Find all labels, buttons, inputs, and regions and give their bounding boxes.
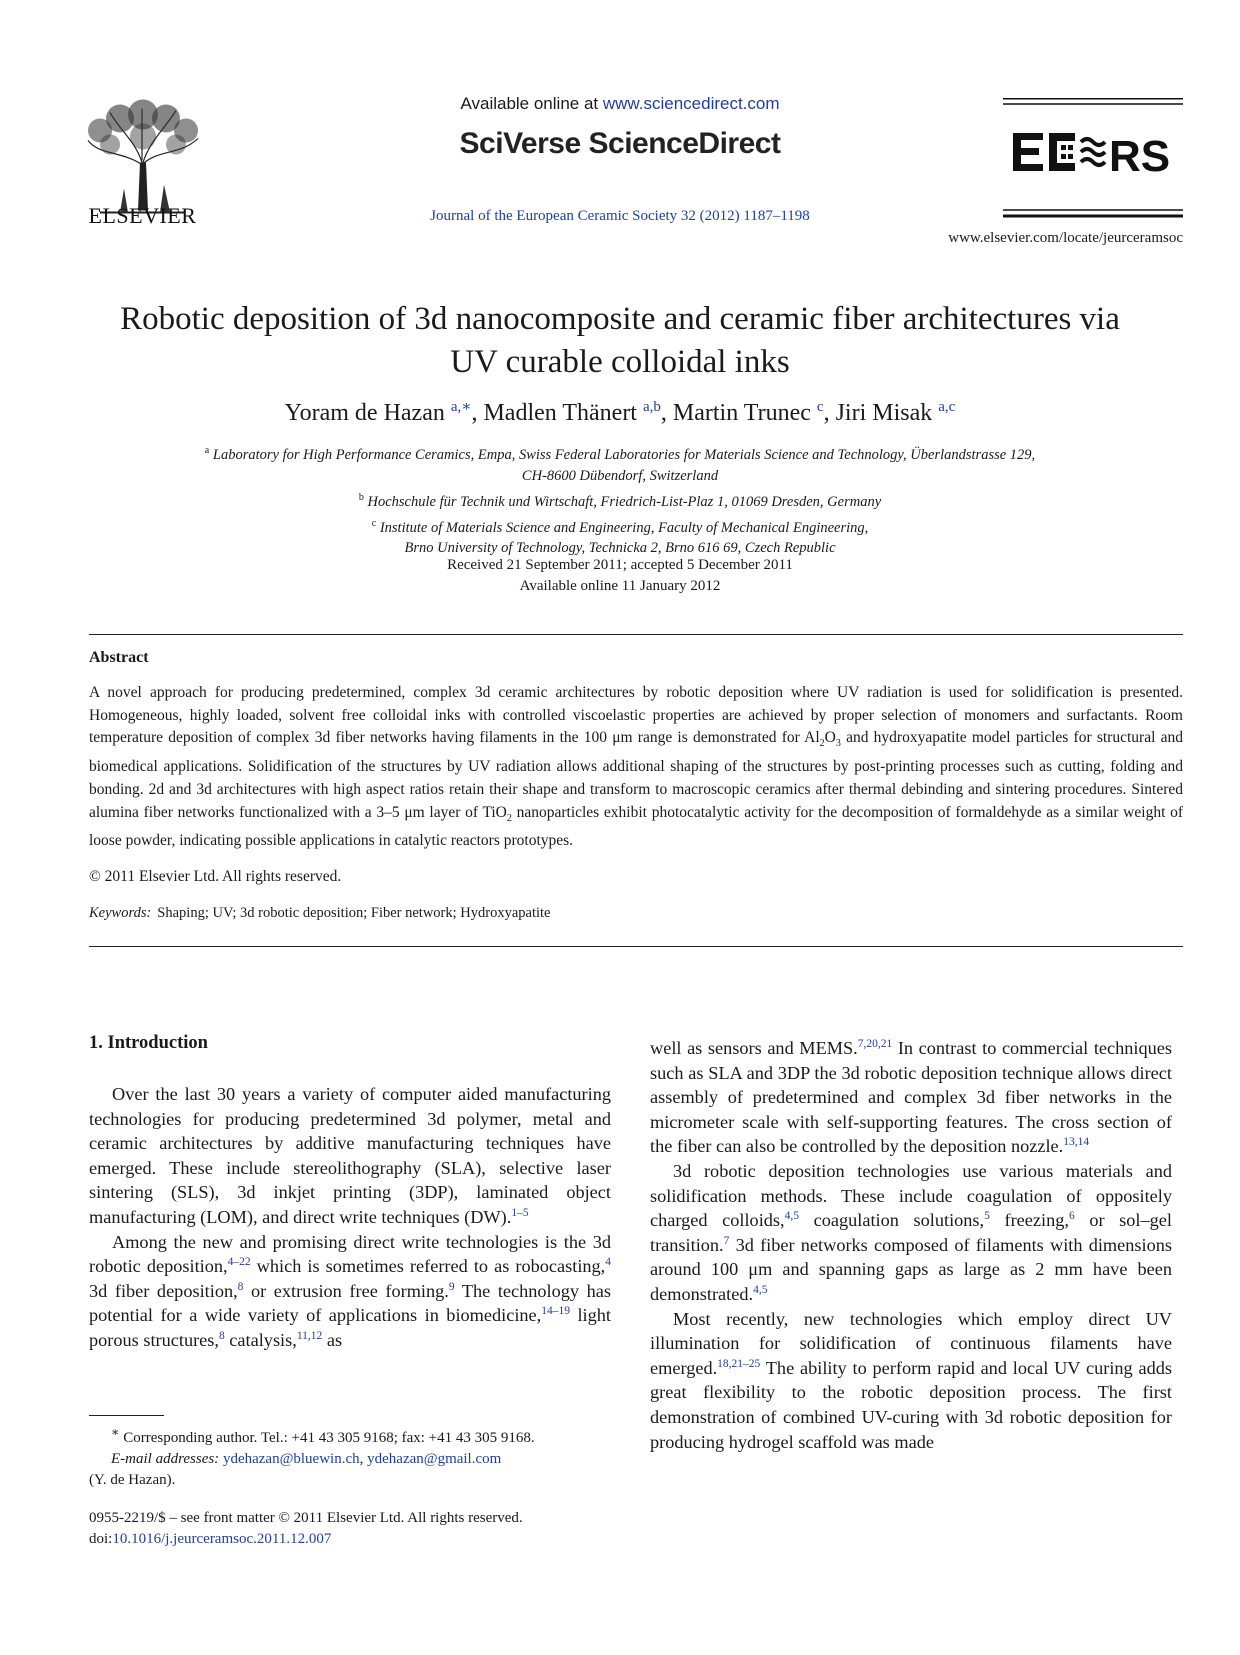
citation-link[interactable]: 4 [605, 1256, 612, 1269]
right-column [650, 1036, 1172, 1454]
citation-link[interactable]: 9 [448, 1280, 455, 1293]
intro-paragraph-1: Over the last 30 years a variety of computer aided manufacturing technologies for producing predetermined 3d polymer, metal and ceramic architectures by additive manufacturing techniques have emerged. These include stereolithography (SLA), selective laser sintering (SLS), 3d inkjet printing (3DP), laminated object manufacturing (LOM), and direct write techniques (DW).$^{1-5}$ [89, 1084, 611, 1227]
keywords-list: Shaping; UV; 3d robotic deposition; Fiber network; Hydroxyapatite [157, 905, 551, 921]
issn-line: 0955-2219/$ – see front matter © 2011 Elsevier Ltd. All rights reserved. [89, 1510, 523, 1526]
affiliation-b: $^b$ Hochschule für Technik und Wirtschaft, Friedrich-List-Plaz 1, 01069 Dresden, Germany [358, 491, 882, 510]
citation-link[interactable]: 8 [218, 1329, 225, 1342]
author-affiliation-mark[interactable]: c [816, 399, 824, 415]
keywords-label: Keywords: [89, 905, 152, 921]
footnote-corresponding: ∗ Corresponding author. Tel.: +41 43 305 9168; fax: +41 43 305 9168. [111, 1425, 535, 1446]
elsevier-wordmark: ELSEVIER [88, 203, 197, 228]
citation-link[interactable]: 18,21–25 [717, 1357, 761, 1370]
citation-link[interactable]: 7,20,21 [857, 1037, 893, 1050]
citation-link[interactable]: 1–5 [511, 1206, 529, 1219]
citation-link[interactable]: 7 [723, 1234, 730, 1247]
abstract-top-rule [89, 634, 1183, 635]
author-list [90, 397, 1150, 427]
citation-link[interactable]: 4,5 [784, 1210, 799, 1223]
doi-link[interactable]: 10.1016/j.jeurceramsoc.2011.12.007 [112, 1531, 332, 1547]
citation-link[interactable]: 14–19 [541, 1305, 570, 1318]
ecers-letters-rs: RS [1109, 132, 1171, 181]
footnote-person: (Y. de Hazan). [89, 1472, 176, 1488]
email-link[interactable]: ydehazan@gmail.com [367, 1451, 502, 1467]
email-link[interactable]: ydehazan@bluewin.ch [222, 1451, 360, 1467]
available-online-date: Available online 11 January 2012 [519, 578, 721, 594]
affiliation-c-cont: Brno University of Technology, Technicka 2, Brno 616 69, Czech Republic [404, 540, 836, 557]
citation-link[interactable]: 4–22 [227, 1256, 251, 1269]
intro-paragraph-4: Most recently, new technologies which employ direct UV illumination for solidification of continuous filaments have emerged.$^{18,21-25}$ The ability to perform rapid and local UV curing adds great flexibility to the robotic deposition process. The first demonstration of combined UV-curing with 3d robotic deposition for producing hydrogel scaffold was made [650, 1308, 1172, 1452]
journal-homepage-url: www.elsevier.com/locate/jeurceramsoc [948, 230, 1183, 246]
author: Jiri Misak $^{a,c}$ [835, 399, 956, 426]
author: Madlen Thänert $^{a,b}$, [483, 399, 673, 426]
author: Yoram de Hazan $^{a,∗}$, [284, 399, 484, 426]
available-online-line [300, 94, 940, 114]
corresponding-author-footnote [89, 1422, 649, 1491]
author-affiliation-mark[interactable]: a,∗ [450, 399, 472, 415]
footnote-emails: E-mail addresses: ydehazan@bluewin.ch, ydehazan@gmail.com [111, 1451, 502, 1467]
abstract-text: A novel approach for producing predetermined, complex 3d ceramic architectures by robotic deposition where UV radiation is used for solidification is presented. Homogeneous, highly loaded, solvent free colloidal inks with controlled viscoelastic properties are achieved by proper selection of monomers and surfactants. Room temperature deposition of complex 3d fiber networks having filaments in the 100 μm range is demonstrated for $Al_2O_3$ and hydroxyapatite model particles for structural and biomedical applications. Solidification of the structures by UV radiation allows additional shaping of the structures by post-printing processes such as cutting, folding and bonding. 2d and 3d architectures with high aspect ratios retain their shape and transform to macroscopic ceramics after thermal debinding and sintering procedures. Sintered alumina fiber networks functionalized with a 3–5 μm layer of TiO$_2$ nanoparticles exhibit photocatalytic activity for the decomposition of formaldehyde as a similar weight of loose powder, indicating possible applications in catalytic reactors prototypes. [89, 684, 1183, 850]
intro-paragraph-3: 3d robotic deposition technologies use various materials and solidification methods. These include coagulation of oppositely charged colloids,$^{4,5}$ coagulation solutions,$^5$ freezing,$^6$ or sol–gel transition.$^7$ 3d fiber networks composed of filaments with dimensions around 100 μm and spanning gaps as large as 2 mm have been demonstrated.$^{4,5}$ [650, 1160, 1172, 1304]
available-online-label: Available online at [460, 94, 603, 113]
received-date: Received 21 September 2011; accepted 5 December 2011 [447, 557, 793, 573]
affiliations [90, 440, 1150, 559]
citation-link[interactable]: 8 [237, 1280, 244, 1293]
ecers-society-logo [1003, 98, 1183, 223]
intro-paragraph-2-cont: well as sensors and MEMS.$^{7,20,21}$ In contrast to commercial techniques such as SLA and 3DP the 3d robotic deposition technique allows direct assembly of predetermined and complex 3d fiber networks in the micrometer scale with self-supporting features. The cross section of the fiber can also be controlled by the deposition nozzle.$^{13,14}$ [650, 1037, 1172, 1157]
section-heading-introduction: 1. Introduction [89, 1033, 208, 1053]
citation-link[interactable]: 6 [1068, 1210, 1075, 1223]
left-column [89, 1082, 611, 1353]
abstract-heading: Abstract [89, 649, 149, 666]
article-history [90, 555, 1150, 597]
author: Martin Trunec $^c$, [672, 399, 836, 426]
keywords [89, 905, 1183, 922]
author-affiliation-mark[interactable]: a,b [642, 399, 661, 415]
citation-link[interactable]: 13,14 [1063, 1136, 1090, 1149]
sciencedirect-link[interactable]: www.sciencedirect.com [602, 94, 780, 113]
intro-paragraph-2: Among the new and promising direct write technologies is the 3d robotic deposition,$^{4-22}$ which is sometimes referred to as robocasting,$^4$ 3d fiber deposition,$^8$ or extrusion free forming.$^9$ The technology has potential for a wide variety of applications in biomedicine,$^{14-19}$ light porous structures,$^8$ catalysis,$^{11,12}$ as [89, 1231, 612, 1350]
affiliation-c: $^c$ Institute of Materials Science and Engineering, Faculty of Mechanical Engineering, [371, 517, 869, 536]
author-affiliation-mark[interactable]: a,c [938, 399, 956, 415]
footnote-rule [89, 1415, 164, 1416]
citation-link[interactable]: 4,5 [753, 1283, 768, 1296]
abstract-bottom-rule [89, 946, 1183, 947]
citation-link[interactable]: 11,12 [296, 1329, 323, 1342]
citation-link[interactable]: 5 [984, 1210, 990, 1223]
affiliation-a-cont: CH-8600 Dübendorf, Switzerland [521, 467, 719, 484]
article-title [90, 298, 1150, 384]
sciverse-sciencedirect-logo: SciVerse ScienceDirect [459, 127, 781, 160]
doi-line: doi:10.1016/j.jeurceramsoc.2011.12.007 [89, 1531, 332, 1547]
journal-reference-link[interactable]: Journal of the European Ceramic Society 32 (2012) 1187–1198 [430, 208, 810, 224]
affiliation-a: $^a$ Laboratory for High Performance Ceramics, Empa, Swiss Federal Laboratories for Materials Science and Technology, Überlandstrasse 129, [204, 445, 1036, 463]
abstract-copyright: © 2011 Elsevier Ltd. All rights reserved. [89, 868, 342, 885]
front-matter-notice [89, 1508, 649, 1550]
title-line-2: UV curable colloidal inks [450, 344, 790, 380]
title-line-1: Robotic deposition of 3d nanocomposite and ceramic fiber architectures via [120, 301, 1120, 337]
